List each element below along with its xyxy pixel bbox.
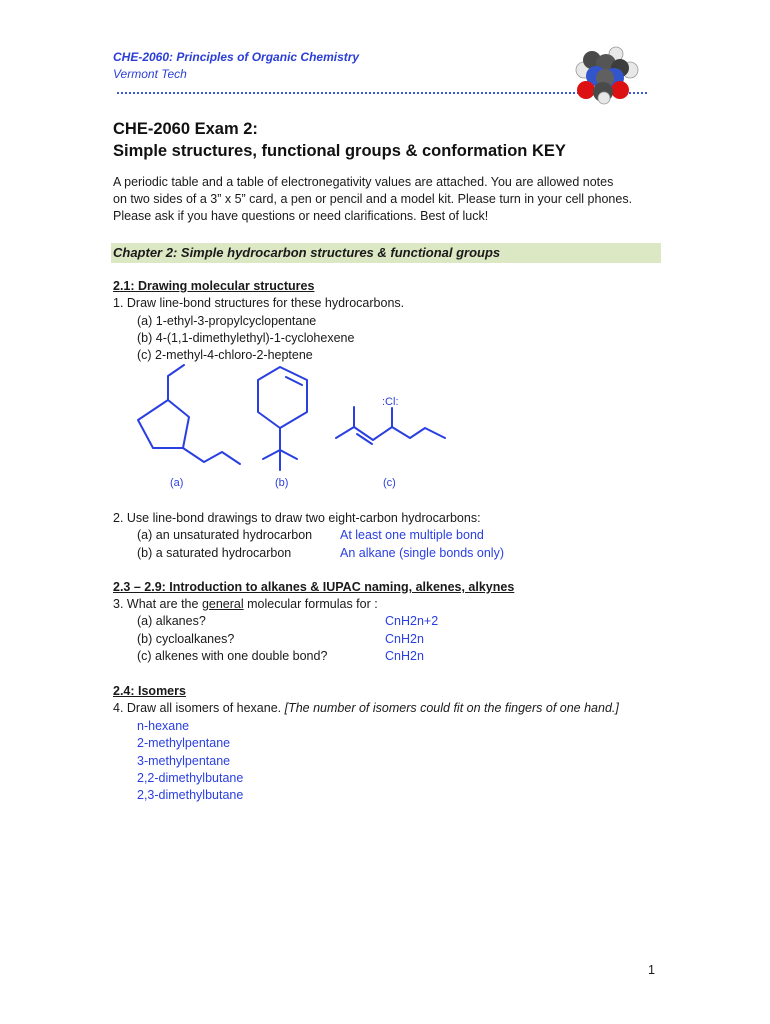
section-2-1-heading: 2.1: Drawing molecular structures (113, 279, 315, 293)
section-2-4-heading: 2.4: Isomers (113, 684, 186, 698)
course-name: Principles of Organic Chemistry (176, 50, 360, 64)
label-a: (a) (170, 477, 184, 489)
q2-answer-b: An alkane (single bonds only) (340, 546, 504, 560)
isomer-1: n-hexane (137, 719, 190, 733)
school-name: Vermont Tech (113, 67, 187, 81)
question-1: 1. Draw line-bond structures for these hydrocarbons. (113, 296, 405, 310)
q2-answer-a: At least one multiple bond (340, 528, 484, 542)
q3-general: general (201, 597, 244, 611)
isomer-2: 2-methylpentane (137, 736, 231, 750)
q3-item-c: (c) alkenes with one double bond? (137, 649, 328, 663)
q3-pre: 3. What are the (113, 597, 202, 611)
course-title (113, 49, 359, 65)
q3-post: molecular formulas for : (243, 597, 378, 611)
question-4 (113, 700, 619, 718)
intro-line-1: A periodic table and a table of electronegativity values are attached. You are allowed notes (113, 175, 614, 189)
isomer-3: 3-methylpentane (137, 754, 231, 768)
intro-line-3: Please ask if you have questions or need clarifications. Best of luck! (113, 209, 489, 223)
course-code: CHE-2060: (113, 50, 174, 64)
q4-note: [The number of isomers could fit on the fingers of one hand.] (284, 701, 619, 715)
q3-item-a: (a) alkanes? (137, 614, 206, 628)
question-3 (113, 596, 378, 614)
q4-text: 4. Draw all isomers of hexane. (113, 701, 282, 715)
intro-line-2: on two sides of a 3” x 5” card, a pen or pencil and a model kit. Please turn in your cell phones. (113, 192, 633, 206)
molecule-logo (570, 46, 642, 106)
q2-item-a: (a) an unsaturated hydrocarbon (137, 528, 313, 542)
header-divider (117, 92, 647, 94)
q1-item-b: (b) 4-(1,1-dimethylethyl)-1-cyclohexene (137, 331, 355, 345)
page-number: 1 (648, 963, 655, 977)
isomer-4: 2,2-dimethylbutane (137, 771, 244, 785)
chapter-heading: Chapter 2: Simple hydrocarbon structures & functional groups (111, 243, 661, 263)
structure-a-ethyl (168, 365, 184, 400)
q3-answer-a: CnH2n+2 (385, 614, 439, 628)
isomer-5: 2,3-dimethylbutane (137, 788, 244, 802)
label-c: (c) (383, 477, 396, 489)
section-2-3-heading: 2.3 – 2.9: Introduction to alkanes & IUPAC naming, alkenes, alkynes (113, 580, 515, 594)
structure-c (336, 427, 445, 440)
q3-answer-b: CnH2n (385, 632, 424, 646)
label-b: (b) (275, 477, 289, 489)
structure-c-double-bond (357, 434, 372, 444)
question-2: 2. Use line-bond drawings to draw two eight-carbon hydrocarbons: (113, 511, 481, 525)
q3-item-b: (b) cycloalkanes? (137, 632, 235, 646)
structure-b (258, 367, 307, 428)
structures-drawing (120, 362, 460, 502)
exam-title-line1: CHE-2060 Exam 2: (113, 120, 258, 138)
structure-a (138, 400, 189, 448)
structure-b-double-bond (286, 377, 302, 385)
exam-title-line2: Simple structures, functional groups & conformation KEY (113, 142, 566, 160)
q2-item-b: (b) a saturated hydrocarbon (137, 546, 292, 560)
chlorine-label: :Cl: (382, 396, 399, 408)
structure-a-propyl (183, 448, 240, 464)
q1-item-c: (c) 2-methyl-4-chloro-2-heptene (137, 348, 313, 362)
q1-item-a: (a) 1-ethyl-3-propylcyclopentane (137, 314, 317, 328)
q3-answer-c: CnH2n (385, 649, 424, 663)
